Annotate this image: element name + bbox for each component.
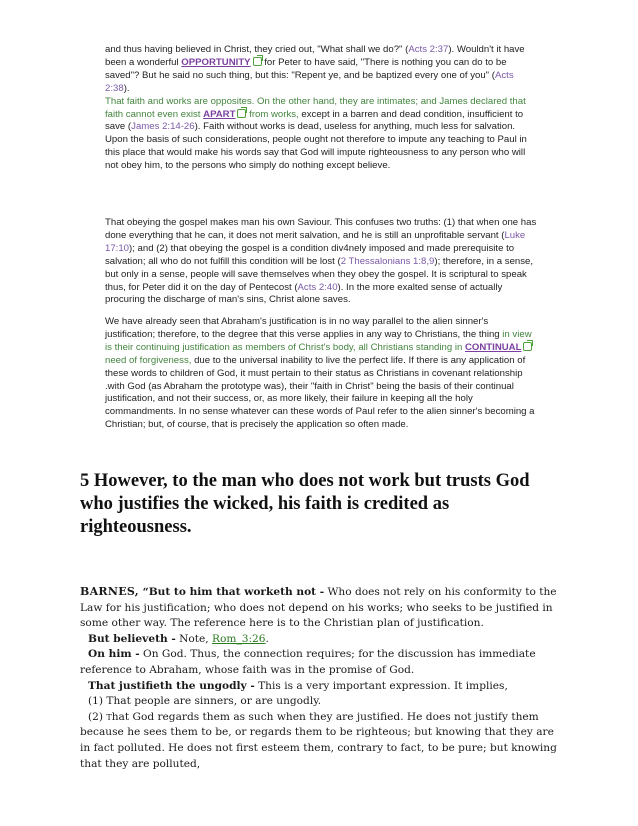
commentary-phrase: On him -	[88, 648, 140, 661]
keyword-link-opportunity[interactable]: OPPORTUNITY	[181, 56, 251, 68]
commentator-label: BARNES,	[80, 585, 139, 598]
quote-paragraph: We have already seen that Abraham's justification is in no way parallel to the alien sinner's justification; therefore, to the degree that this verse applies in any way to Christians, the thing in view is their continuing justification as members of Christ's body, all Christians standing in CONTINUAL need of forgiveness, due to the universal inability to live the perfect life. If there is any application of these words to children of God, it must pertain to their status as Christians in covenant relationship .with God (as Abraham the prototype was), their "faith in Christ" being the basis of their continual justification, and not their success, or, as more likely, their failure in keeping all the holy commandments. In no sense whatever can these words of Paul refer to the alien sinner's becoming a Christian; but, of course, that is precisely the application so often made.	[105, 316, 535, 431]
quote-block-3	[105, 316, 537, 432]
commentary-paragraph: On him - On God. Thus, the connection requires; for the discussion has immediate reference to Abraham, whose faith was in the promise of God.	[80, 648, 536, 676]
commentary-phrase: That justifieth the ungodly -	[88, 679, 255, 692]
quote-paragraph: That obeying the gospel makes man his own Saviour. This confuses two truths: (1) that when one has done everything that he can, it does not merit salvation, and he is still an unprofitable servant (Luke 17:10); and (2) that obeying the gospel is a condition div4nely imposed and made prerequisite to salvation; all who do not fulfill this condition will be lost (2 Thessalonians 1:8,9); therefore, in a sense, but only in a sense, people will save themselves when they obey the gospel. It is scriptural to speak thus, for Peter did it on the day of Pentecost (Acts 2:40). In the more exalted sense of actually procuring the discharge of man's sins, Christ alone saves.	[105, 217, 537, 306]
external-link-icon[interactable]	[237, 109, 246, 118]
scripture-link-acts-2-37[interactable]: Acts 2:37	[408, 44, 449, 55]
quote-block-1	[105, 44, 537, 173]
scripture-link-james-2-14-26[interactable]: James 2:14-26	[131, 121, 195, 133]
quote-paragraph: and thus having believed in Christ, they cried out, "What shall we do?" (Acts 2:37). Wouldn't it have been a wonderful OPPORTUNITY for Peter to have said, "There is nothing you can do to be saved"? But he said no such thing, but this: "Repent ye, and be baptized every one of you" (Acts 2:38).	[105, 44, 525, 94]
commentary-phrase: “But to him that worketh not -	[138, 586, 325, 598]
scripture-link-luke-17-10[interactable]: Luke 17:10	[105, 229, 526, 254]
commentary-paragraph: That justifieth the ungodly - This is a very important expression. It implies,	[88, 679, 508, 692]
keyword-link-continual[interactable]: CONTINUAL	[464, 341, 522, 353]
quote-block-2	[105, 217, 537, 307]
scripture-link-acts-2-38[interactable]: Acts 2:38	[105, 69, 514, 94]
scripture-link-acts-2-40[interactable]: Acts 2:40	[297, 281, 338, 293]
external-link-icon[interactable]	[523, 342, 532, 351]
quote-paragraph: Upon the basis of such considerations, people ought not therefore to impute any teaching to Paul in this place that would make his words say that God will impute righteousness to any person who will not obey him, to the persons who simply do nothing except believe.	[105, 134, 527, 172]
barnes-commentary	[80, 584, 560, 772]
commentary-paragraph: BARNES, “But to him that worketh not - Who does not rely on his conformity to the Law for his justification; who does not depend on his works; who seeks to be justified in some other way. The reference here is to the Christian plan of justification.	[80, 585, 557, 630]
commentary-paragraph: (2) That God regards them as such when they are justified. He does not justify them because he sees them to be, or regards them to be righteous; but knowing that they are in fact polluted. He does not first esteem them, contrary to fact, to be pure; but knowing that they are polluted,	[80, 710, 557, 770]
verse-heading: 5 However, to the man who does not work but trusts God who justifies the wicked, his faith is credited as righteousness.	[80, 471, 530, 537]
quote-paragraph: That faith and works are opposites. On the other hand, they are intimates; and James declared that faith cannot even exist APART from works, except in a barren and dead condition, insufficient to save (James 2:14-26). Faith without works is dead, useless for anything, much less for salvation.	[105, 95, 526, 133]
external-link-icon[interactable]	[253, 57, 262, 66]
commentary-paragraph: But believeth - Note, Rom_3:26.	[88, 632, 269, 645]
keyword-link-apart[interactable]: APART	[203, 108, 236, 120]
scripture-link-rom-3-26[interactable]: Rom_3:26	[212, 632, 266, 645]
commentary-paragraph: (1) That people are sinners, or are ungodly.	[88, 695, 322, 708]
commentary-phrase: But believeth -	[88, 632, 176, 645]
scripture-link-2-thessalonians-1-8-9[interactable]: 2 Thessalonians 1:8,9	[340, 255, 435, 267]
